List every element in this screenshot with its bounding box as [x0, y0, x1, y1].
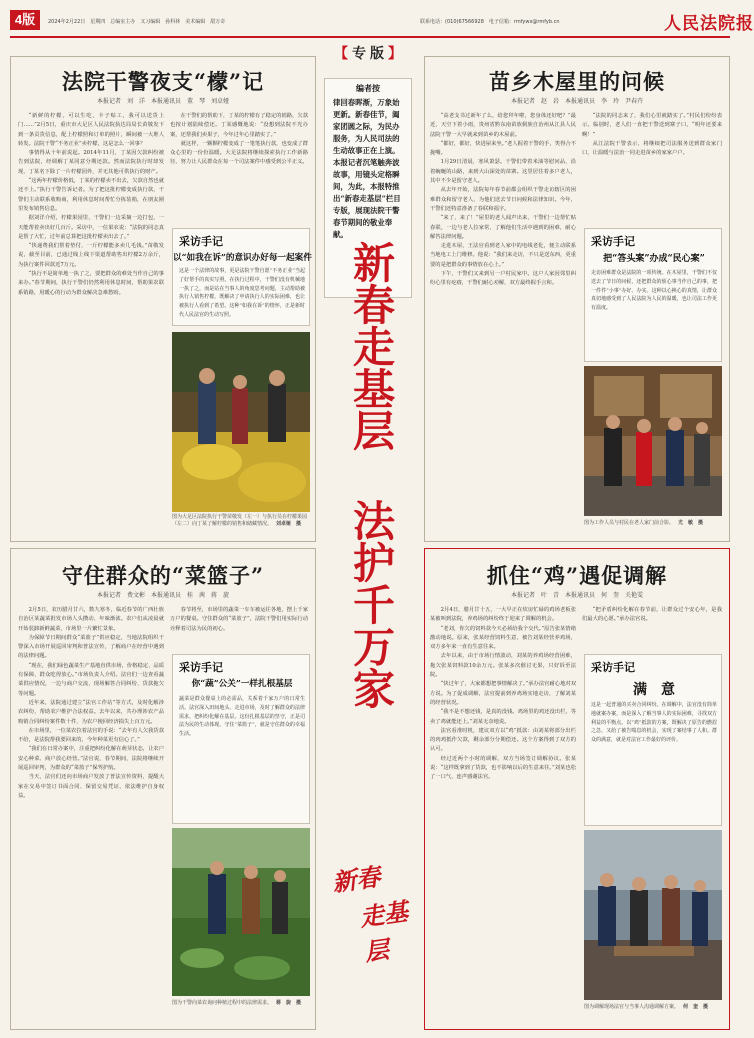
vertical-banner-line2: 法护千万家 — [347, 499, 396, 709]
stamp-text-1: 新春 — [330, 861, 383, 898]
article-body-col2: “法院的同志来了，我们心里就踏实了。”村民们纷纷表示。临别时，老人们一直把干警送到寨子口，“明年还要来啊！” 从江法院干警表示，将继续把司法服务送到群众家门口，让温暖与法治一同走进苗乡的家家户户。 — [582, 113, 722, 157]
interview-notes-box — [172, 654, 310, 824]
interview-notes-box — [584, 654, 722, 826]
article-byline: 本报记者 叶 青 本报通讯员 何 奎 关艳雯 — [510, 592, 643, 599]
section-title: 【专版】 — [334, 46, 406, 62]
photo-lemon-orchard — [172, 332, 310, 512]
article-byline: 本报记者 赵 岩 本报通讯员 李 玲 尹春卉 — [510, 98, 643, 105]
interview-notes-label: 采访手记 — [179, 661, 223, 674]
article-title: 苗乡木屋里的问候 — [489, 69, 665, 94]
interview-notes-box — [172, 228, 310, 326]
interview-notes-label: 采访手记 — [591, 661, 635, 674]
header-rule — [10, 36, 730, 38]
vertical-banner — [336, 226, 406, 724]
article-body-col2: 春节将至，市场里的蔬菜一车车被运往各地，摆上千家万户的餐桌。守住群众的“菜篮子”，法院干警们用实际行动诠释着司法为民的初心。 — [170, 607, 308, 632]
article-byline: 本报记者 刘 洋 本报通讯员 董 琴 刘卓娅 — [96, 98, 229, 105]
photo-vegetable-field — [172, 828, 310, 996]
interview-notes-text: 这是一起普通的买卖合同纠纷。在调解中，法官没有简单地就案办案，而是深入了解当事人的实际困难，寻找双方利益的平衡点。以“鸡”抵款的方案，既解决了原告的燃眉之急，又给了被告喘息的机会，实现了案结事了人和。群众的满意，就是对法官工作最好的评价。 — [591, 702, 717, 744]
article-body-col2: “把矛盾纠纷化解在春节前，让群众过个安心年，是我们最大的心愿。”承办法官说。 — [582, 607, 722, 623]
photo-caption: 图为大足区法院执行干警苗敬发（左一）与执行员在柠檬果园（左二）向丁某了解柠檬的销售和储藏情况。 刘卓娅 摄 — [172, 514, 308, 527]
article-body-col1: 2月5日，农历腊月廿六，数九寒冬，临近春节的广西壮族自治区某蔬菜批发市场人头攒动、年味渐浓。农户们从凌晨就开始装卸新鲜蔬菜，市场里一片繁忙景象。 为保障节日期间群众“菜篮子”供应稳定，当地法院组织干警深入市场开展巡回审判和普法宣传，了解商户在经营中遇到的法律问题。 “现在，我们绿色蔬菜生产基地直供市场，价格稳定、品质有保障，群众吃得放心。”市场负责人介绍。法官们一边查看蔬菜供应情况，一边与商户交流，现场解答合同纠纷、货款拖欠等问题。 近年来，法院通过建立“法官工作站”等方式，及时化解涉农纠纷，帮助农户维护合法权益。去年以来，共办理涉农产品购销合同纠纷案件数十件，为农户挽回经济损失上百万元。 在市场里，一位菜农拉着法官的手说：“去年有人欠我货款不给，是法院帮我要回来的，今年种菜更有信心了。” “我们在日常办案中，注重把纠纷化解在萌芽状态，让农户安心种菜、商户放心经营。”法官说，春节期间，法院将继续开展巡回审判，为群众的“菜篮子”保驾护航。 当天，法官们还向市场商户发放了普法宣传资料，提醒大家在交易中签订书面合同、保留交易凭证，依法维护自身权益。 — [18, 607, 164, 799]
interview-notes-label: 采访手记 — [179, 235, 223, 248]
editor-note-title: 编者按 — [356, 84, 380, 93]
article-title: 法院干警夜支“檬”记 — [61, 69, 265, 94]
interview-notes-text: 蔬菜是群众餐桌上的必需品，关系着千家万户的日常生活。法官深入田间地头、走进市场，及时了解群众的法律需求，把纠纷化解在基层。这份扎根基层的坚守，正是司法为民的生动体现。守住“菜篮子”，就是守住群众的幸福生活。 — [179, 696, 305, 738]
photo-village-visit — [584, 366, 722, 516]
vertical-banner-line1: 新春走基层 — [347, 241, 396, 451]
photo-caption: 图为调解现场法官与当事人沟通调解方案。 何 奎 摄 — [584, 1004, 709, 1010]
article-body-col2: 在干警们的帮助下，丁某的柠檬有了稳定的销路，欠款也按计划陆续偿还。丁某感慨地说：“没想到法院不光办案，还帮我们卖果子，今年过年心里踏实了。” 就这样，一颗颗柠檬变成了一笔笔执行款，也变成了群众心里的一份份温暖。大足法院将继续探索执行工作新路径，努力让人民群众在每一个司法案件中感受到公平正义。 — [170, 113, 308, 166]
photo-caption: 图为工作人员与村民在老人家门前合影。 尤 敏 摄 — [584, 520, 704, 526]
interview-notes-title: 你“蔬”公关”一样扎根基层 — [191, 679, 293, 689]
editor-note-text: 律回春晖渐，万象始更新。新春佳节，阖家团圆之际，为民办服务，为人民司法的生动故事正在上演。本报记者沉笔触奔波故事，用镜头定格瞬间，为此，本报特推出“新春走基层”栏目专版，展现法院干警春节期间的敬业奉献。 — [333, 98, 401, 239]
masthead: 人民法院报 — [664, 14, 754, 34]
interview-notes-label: 采访手记 — [591, 235, 635, 248]
photo-caption: 图为干警向菜农询问种植过程中的法律需求。 蒋 旋 摄 — [172, 1000, 302, 1006]
contact-line: 联系电话：(010)67566928 电子信箱：rmfywx@rmfyb.cn — [420, 19, 560, 25]
interview-notes-box — [584, 228, 722, 362]
interview-notes-text: 这是一个法律的故事，更是法院干警自愿“不务正业”当起了好帮手的真实写照。在执行过程中，干警们没有机械地一执了之，而是站在当事人的角度思考问题，主动帮助被执行人销售柠檬，既解决了申请执行人的实际困难，也让被执行人看到了希望。这种“如我在诉”的情怀，正是新时代人民法官的生动写照。 — [179, 268, 305, 318]
series-stamp — [322, 858, 418, 967]
interview-notes-title: 把“答头案”办成“民心案” — [603, 254, 705, 264]
interview-notes-text: 走访困难群众是法院的一项传统。在木屋里，干警们不仅送去了节日的问候，还把群众的烦心事当作自己的事，把一件件“小事”办好、办实。这种以心换心的真情，让群众真切地感受到了人民法院为人民的温暖，也让司法工作更有温度。 — [591, 270, 717, 312]
interview-notes-title: 以“如我在诉”的意识办好每一起案件 — [173, 253, 312, 263]
photo-mediation — [584, 830, 722, 1000]
date-line: 2024年2月22日 星期四 总编室主办 又习编辑 孙科林 美术编辑 甜万奇 — [48, 19, 226, 25]
article-title: 守住群众的“菜篮子” — [61, 563, 265, 588]
article-byline: 本报记者 费文彬 本报通讯员 桂 茜 蒋 旋 — [96, 592, 229, 599]
interview-notes-title: 满 意 — [633, 682, 675, 698]
article-body-col1: 2月4日，腊月廿十五，一大早正在炊房忙碌的鸡场老板张某被叫到法院，养鸡场的纠纷终于迎来了调解的机会。 “老刘，你欠的饲料款今天必须给我个交代。”原告张某情绪激动地说。原来，张某经营饲料生意，被告刘某经营养鸡场，双方多年来一直有生意往来。 去年以来，由于市场行情波动，刘某的养鸡场经营困难，拖欠张某饲料款10余万元。张某多次催讨无果，只好诉至法院。 “快过年了，大家都想把事情解决了。”承办法官耐心地对双方说。为了促成调解，法官提前到养鸡场实地走访，了解刘某的经营状况。 “我不是不想还钱，是真的没钱。鸡场里的鸡还没出栏，等卖了鸡就能还上。”刘某无奈地说。 法官看准时机，建议双方以“鸡”抵款：由刘某将部分出栏的肉鸡抵作欠款，剩余部分分期偿还。这个方案得到了双方的认可。 经过近两个小时的调解，双方当场签订调解协议。张某说：“这样既拿到了货款，也不影响以后的生意来往。”刘某也松了一口气，连声感谢法官。 — [430, 607, 576, 781]
article-body-col1: “新鲜的柠檬，可以生吃，卡子贴工，我可以送货上门……”2月5日，重庆市大足区人民法院执达局局长苗敬发下到一条贡货信息，配上柠檬照和订单的照片，瞬间被一大堆人转发。法院干警“不务正业”卖柠檬，这是怎么一回事？ 事情得从十年前说起。2014年11月，丁某因欠款纠纷被告到法院，经调解丁某同意分期还款。然而法院执行时却发现，丁某名下除了一片柠檬园外，并无其他可供执行的财产。 “这两年柠檬价格低，丁某的柠檬卖不出去，欠款自然也就还不上。”执行干警告诉记者。为了把这批柠檬变成执行款，干警们主动联系收购商，利用休息时间帮忙分拣装箱，在朋友圈里发布销售信息。 据刘洋介绍，柠檬果园里，干警们一边采摘一边打包，一天能帮着卖出好几百斤。采访中，一位果农说：“法院的同志真是帮了大忙，过年前总算把这批柠檬卖出去了。” “快递费我们帮着垫付，一斤柠檬能多卖几毛钱。”苗敬发说，截至目前，已通过线上线下渠道帮助售出柠檬2万余斤，为执行案件回款近7万元。 “执行不是简单地一执了之，要把群众的难处当作自己的事来办。”春节期间，执行干警们仍然利用休息时间，帮助果农联系销路，用暖心的行动为群众解决急难愁盼。 — [18, 113, 164, 296]
stamp-text-2: 走基层 — [358, 896, 410, 967]
page-number: 4版 — [10, 10, 40, 30]
article-body-col1: “高老支书过新年了么，给您拜年啦，您身体还好吧？”最近，天空下着小雨，贵州省黔东南苗族侗族自治州从江县人民法院干警一大早就来到苗乡的木屋前。 “都好，都好，快进屋来坐。”老人握着干警的手，笑得合不拢嘴。 1月29日清晨，寒风萧瑟。干警们带着米油等慰问品，沿着蜿蜒的山路，来到大山深处的苗寨。这里居住着多户老人，其中不少是留守老人。 从去年开始，法院每年春节前都会组织干警走访辖区的困难群众和留守老人，为他们送去节日问候和法律知识。今年，干警们还特意准备了春联和福字。 “来了，来了！”屋里的老人闻声出来，干警们一边帮忙贴春联，一边与老人拉家常，了解他们生活中遇到的困难，耐心解答法律问题。 走进木屋，王法官看到老人家中的电线老化，便主动联系当地电工上门维修。他说：“我们来走访，不只是送东西，更重要的是把群众的事情放在心上。” 下午，干警们又来到另一户村民家中。这户人家因邻里纠纷心里有疙瘩，干警们耐心劝解，双方最终握手言和。 — [430, 113, 576, 287]
page-header — [0, 0, 754, 36]
article-title: 抓住“鸡”遇促调解 — [486, 563, 668, 588]
